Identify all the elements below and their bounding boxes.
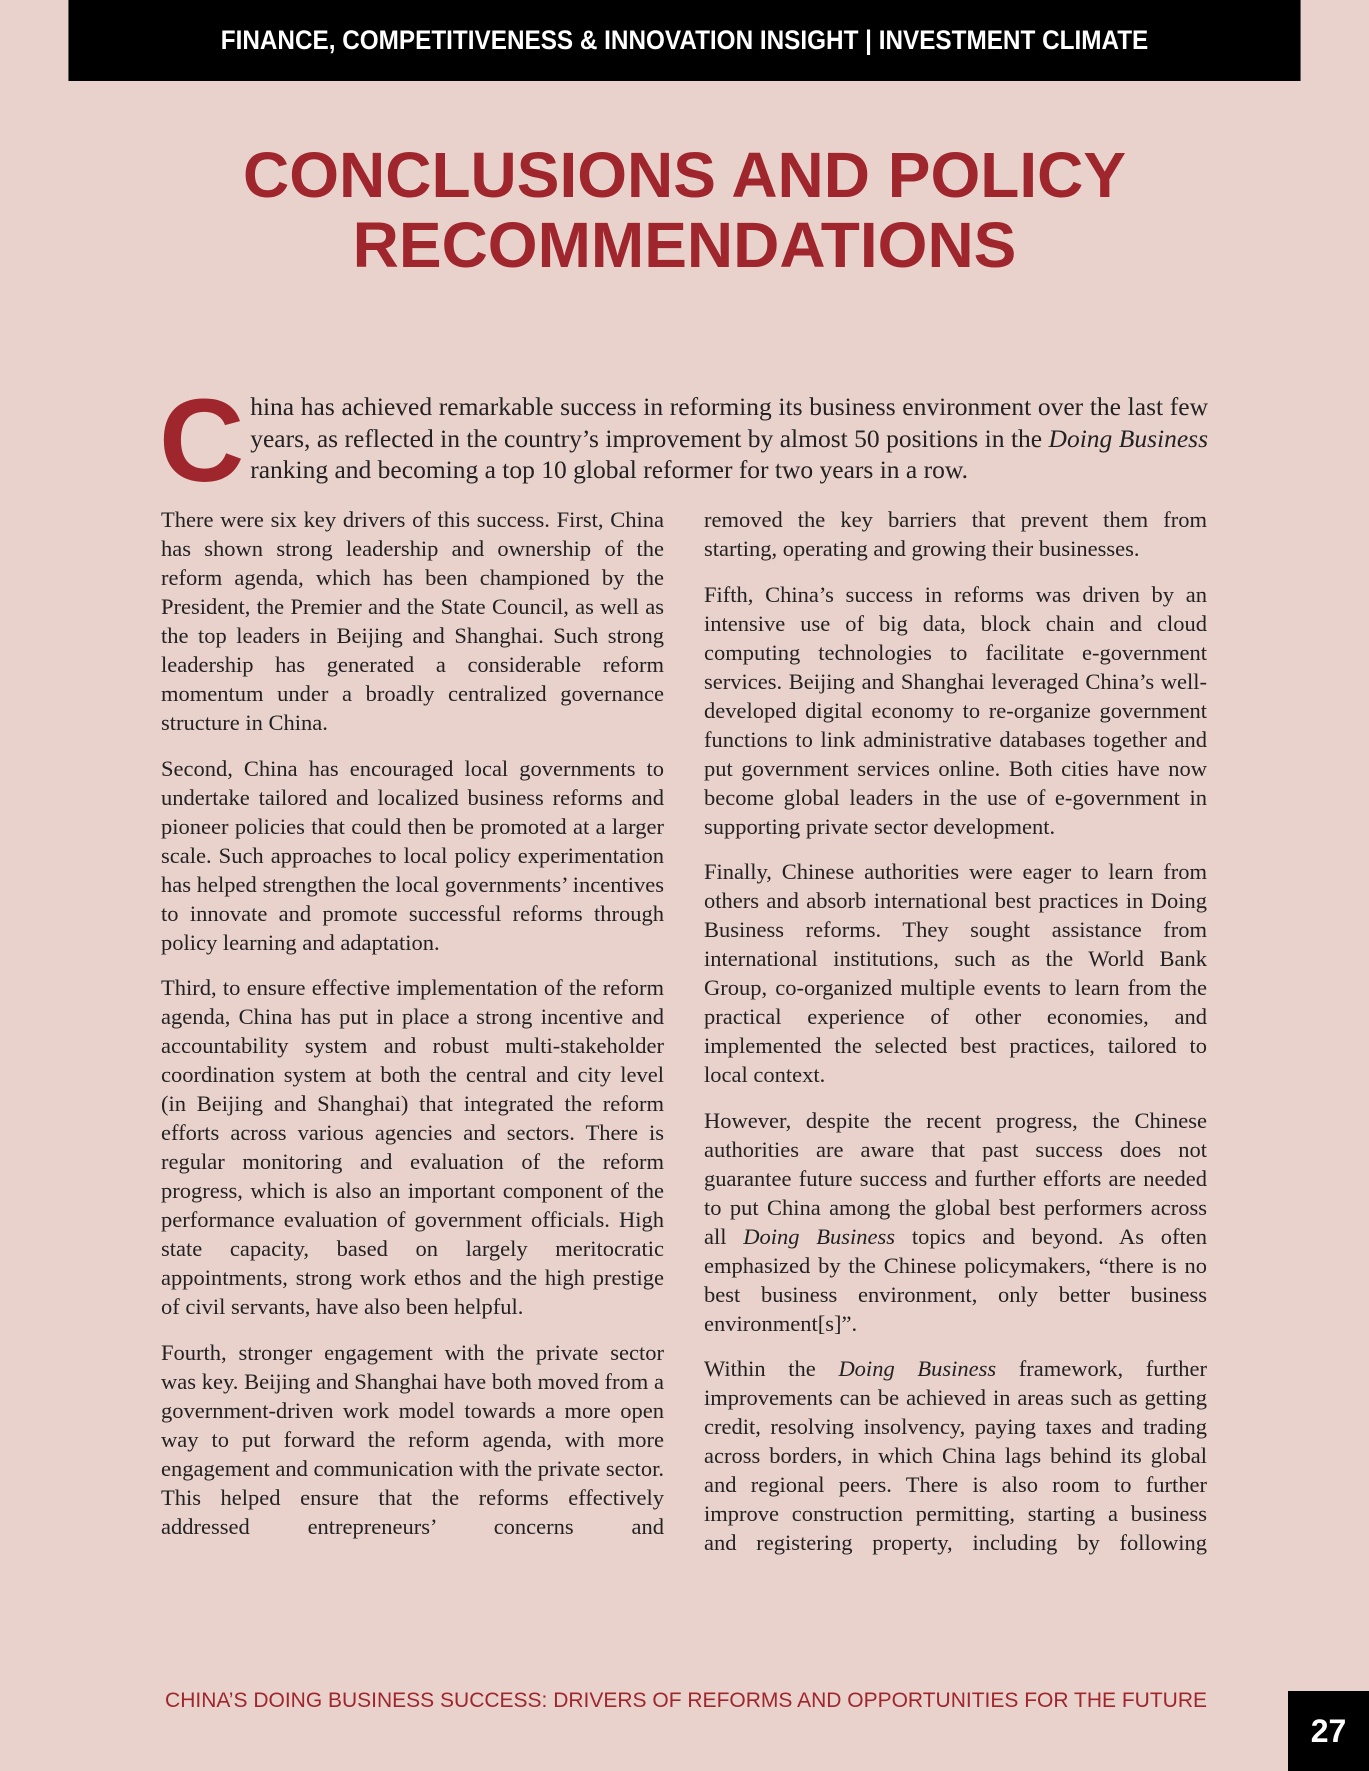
left-paragraph-1: There were six key drivers of this success. First, China has shown strong leadership and ownership of the reform agenda, which has been championed by the President, the Premier and the State Council, as well as the top leaders in Beijing and Shanghai. Such strong leadership has generated a considerable reform momentum under a broadly centralized governance structure in China.: [161, 507, 664, 735]
right-paragraph-4-text-b: topics and beyond. As often emphasized by the Chinese policymakers, “there is no best business environment, only better business environment[s]”.: [704, 1223, 1207, 1336]
running-footer-title: CHINA’S DOING BUSINESS SUCCESS: DRIVERS OF REFORMS AND OPPORTUNITIES FOR THE FUTURE: [165, 1689, 1207, 1712]
drop-cap: C: [159, 375, 245, 507]
page-title-line-1: CONCLUSIONS AND POLICY: [243, 139, 1126, 211]
right-paragraph-3: Finally, Chinese authorities were eager to learn from others and absorb international best practices in Doing Business reforms. They sought assistance from international institutions, such as the World Bank Group, co-organized multiple events to learn from the practical experience of other economies, and implemented the selected best practices, tailored to local context.: [704, 859, 1207, 1087]
left-column: [161, 505, 664, 1557]
page-title-line-2: RECOMMENDATIONS: [352, 209, 1017, 281]
page-title: [0, 140, 1369, 280]
right-paragraph-4-italic: Doing Business: [743, 1223, 896, 1249]
intro-text-2: ranking and becoming a top 10 global reformer for two years in a row.: [250, 455, 969, 484]
right-paragraph-2: Fifth, China’s success in reforms was driven by an intensive use of big data, block chain and cloud computing technologies to facilitate e-government services. Beijing and Shanghai leveraged China’s well-developed digital economy to re-organize government functions to link administrative databases together and put government services online. Both cities have now become global leaders in the use of e-government in supporting private sector development.: [704, 581, 1207, 839]
left-paragraph-3: Third, to ensure effective implementation of the reform agenda, China has put in place a strong incentive and accountability system and robust multi-stakeholder coordination system at both the central and city level (in Beijing and Shanghai) that integrated the reform efforts across various agencies and sectors. There is regular monitoring and evaluation of the reform progress, which is also an important component of the performance evaluation of government officials. High state capacity, based on largely meritocratic appointments, strong work ethos and the high prestige of civil servants, have also been helpful.: [161, 975, 664, 1319]
left-paragraph-2: Second, China has encouraged local governments to undertake tailored and localized business reforms and pioneer policies that could then be promoted at a larger scale. Such approaches to local policy experimentation has helped strengthen the local governments’ incentives to innovate and promote successful reforms through policy learning and adaptation.: [161, 755, 664, 955]
right-column: [704, 505, 1207, 1574]
header-bar: FINANCE, COMPETITIVENESS & INNOVATION INSIGHT | INVESTMENT CLIMATE: [68, 0, 1300, 81]
intro-text-1: hina has achieved remarkable success in reforming its business environment over the last few years, as reflected in the country’s improvement by almost 50 positions in the: [250, 392, 1208, 453]
right-paragraph-5-text-a: Within the: [704, 1356, 839, 1381]
right-paragraph-4-text-a: However, despite the recent progress, the Chinese authorities are aware that past success does not guarantee future success and further efforts are needed to put China among the global best performers across all: [704, 1107, 1207, 1249]
right-paragraph-1: removed the key barriers that prevent them from starting, operating and growing their businesses.: [704, 507, 1207, 561]
right-paragraph-5-italic: Doing Business: [838, 1356, 997, 1381]
right-paragraph-5-text-b: framework, further improvements can be achieved in areas such as getting credit, resolving insolvency, paying taxes and trading across borders, in which China lags behind its global and regional peers. There is also room to further improve construction permitting, starting a business and registering property, including by following: [704, 1356, 1208, 1555]
left-paragraph-4: Fourth, stronger engagement with the private sector was key. Beijing and Shanghai have both moved from a government-driven work model towards a more open way to put forward the reform agenda, with more engagement and communication with the private sector. This helped ensure that the reforms effectively addressed entrepreneurs’ concerns and: [161, 1339, 664, 1539]
page-number: 27: [1288, 1691, 1369, 1771]
intro-paragraph: [159, 375, 1208, 507]
right-paragraph-5: [704, 1354, 1207, 1557]
intro-italic: Doing Business: [1048, 423, 1208, 453]
right-paragraph-4: [704, 1106, 1207, 1338]
